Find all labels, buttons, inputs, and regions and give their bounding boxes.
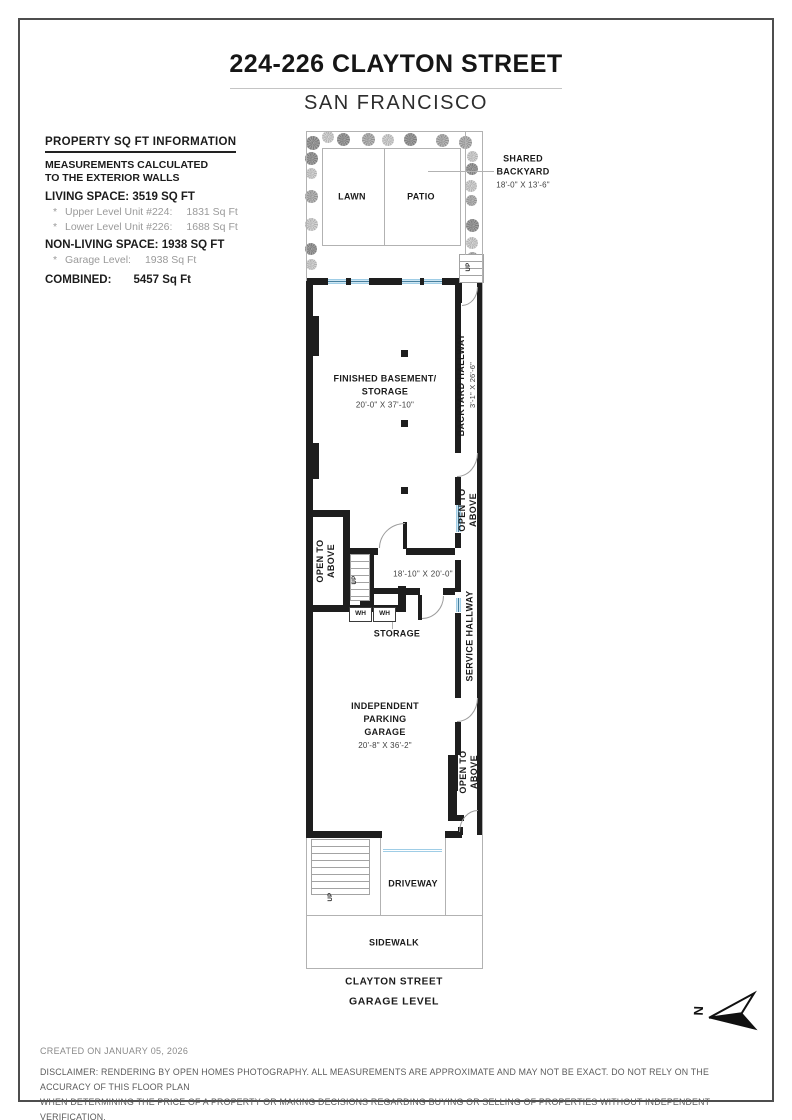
open-to-above-line2: ABOVE (468, 493, 478, 528)
window (328, 279, 346, 284)
shared-backyard-callout (496, 153, 550, 192)
site-line (465, 131, 466, 255)
wall-segment (420, 278, 424, 285)
open-to-above-line1: OPEN TO (457, 488, 467, 532)
site-line (306, 838, 307, 968)
site-line (322, 148, 460, 149)
stair-treads (311, 839, 370, 895)
site-line (445, 838, 446, 915)
site-line (306, 131, 307, 281)
column-post (401, 487, 408, 494)
basement-name-line1: FINISHED BASEMENT/ (333, 373, 437, 384)
window (351, 279, 369, 284)
column-post (401, 350, 408, 357)
level-label: GARAGE LEVEL (348, 995, 440, 1008)
compass-n-label: N (690, 1005, 707, 1016)
site-line (460, 148, 461, 246)
page-subtitle: SAN FRANCISCO (304, 92, 488, 114)
garage-label (351, 700, 419, 752)
shared-backyard-dims: 18'-0" X 13'-6" (496, 180, 550, 190)
plant-icon (466, 219, 479, 232)
site-line (306, 131, 483, 132)
wall-segment (343, 510, 350, 612)
wall-segment (448, 791, 457, 818)
backyard-hallway-label (456, 334, 478, 437)
site-line (306, 968, 483, 969)
wall-segment (443, 588, 455, 595)
wall-segment (306, 278, 313, 838)
door-arc (379, 523, 405, 548)
plant-icon (337, 133, 350, 146)
plant-icon (306, 136, 320, 150)
sidewalk-label: SIDEWALK (369, 937, 419, 948)
wall-segment (306, 831, 382, 838)
bullet: * (53, 206, 58, 218)
shared-backyard-line2: BACKYARD (496, 166, 550, 177)
up-label-backyard-stairs: UP (466, 262, 472, 272)
plant-icon (465, 180, 477, 192)
wall-segment (346, 278, 351, 285)
up-label-front-stairs: UP (328, 892, 334, 902)
plant-icon (306, 168, 317, 179)
service-hallway-label: SERVICE HALLWAY (464, 590, 475, 682)
site-line (428, 171, 494, 172)
wall-segment (370, 588, 400, 594)
door-arc (462, 287, 478, 306)
site-line (482, 131, 483, 968)
disclaimer-line1: DISCLAIMER: RENDERING BY OPEN HOMES PHOTOGRAPHY. ALL MEASUREMENTS ARE APPROXIMATE AND MAY NOT BE EXACT. DO NOT RELY ON THE ACCURACY OF THIS FLOOR PLAN (40, 1067, 710, 1092)
wall-segment (313, 316, 319, 356)
backyard-hallway-dims: 3'-1" X 26'-6" (468, 362, 477, 409)
living-space-heading: LIVING SPACE: 3519 SQ FT (45, 191, 195, 203)
plant-icon (404, 133, 417, 146)
bullet: * (53, 254, 58, 266)
wall-segment (455, 560, 461, 592)
wall-segment (306, 278, 328, 285)
window (402, 279, 420, 284)
backyard-hallway-name: BACKYARD HALLWAY (456, 333, 466, 437)
plant-icon (382, 134, 394, 146)
lawn-label: LAWN (338, 191, 366, 202)
page-title: 224-226 CLAYTON STREET (229, 50, 563, 78)
garage-name-line1: INDEPENDENT (351, 701, 419, 711)
disclaimer-line2: WHEN DETERMINING THE PRICE OF A PROPERTY OR MAKING DECISIONS REGARDING BUYING OR SELLING OF PROPERTIES WITHOUT INDEPENDENT VERIFICATION. (40, 1097, 711, 1120)
garage-name-line2: PARKING (363, 714, 407, 724)
basement-dims: 20'-0" X 37'-10" (355, 400, 415, 410)
wall-segment (455, 533, 461, 548)
plant-icon (306, 259, 317, 270)
window (456, 598, 461, 612)
living-item-label: Lower Level Unit #226: (65, 221, 173, 233)
living-item-label: Upper Level Unit #224: (65, 206, 173, 218)
wall-segment (455, 613, 461, 698)
door-arc (459, 810, 478, 832)
mid-room-dims: 18'-10" X 20'-0" (393, 569, 453, 579)
window (383, 849, 442, 852)
wall-segment (369, 278, 402, 285)
water-heater-box: WH (349, 607, 372, 622)
plant-icon (467, 151, 478, 162)
site-line (322, 148, 323, 246)
info-note-line2: TO THE EXTERIOR WALLS (45, 172, 180, 184)
wall-segment (448, 755, 458, 791)
wall-segment (445, 831, 462, 838)
living-item-value: 1831 Sq Ft (186, 206, 238, 218)
wall-segment (313, 443, 319, 479)
site-line (384, 148, 385, 246)
driveway-label: DRIVEWAY (388, 878, 438, 889)
nonliving-item-label: Garage Level: (65, 254, 131, 266)
patio-label: PATIO (407, 191, 435, 202)
nonliving-space-heading: NON-LIVING SPACE: 1938 SQ FT (45, 239, 225, 251)
door-arc (457, 453, 478, 477)
open-to-above-line1: OPEN TO (315, 539, 325, 583)
footer (40, 1046, 750, 1120)
shared-backyard-line1: SHARED (503, 153, 543, 164)
column-post (401, 420, 408, 427)
open-to-above-line2: ABOVE (469, 755, 479, 790)
info-note-line1: MEASUREMENTS CALCULATED (45, 159, 209, 171)
open-to-above-line1: OPEN TO (458, 750, 468, 794)
door-arc (457, 698, 478, 722)
north-compass-icon (689, 983, 768, 1048)
finished-basement-label (334, 373, 437, 412)
basement-name-line2: STORAGE (361, 386, 409, 397)
open-to-above-line2: ABOVE (326, 544, 336, 579)
created-date: CREATED ON JANUARY 05, 2026 (40, 1046, 189, 1056)
open-to-above-left (315, 539, 337, 582)
living-item-value: 1688 Sq Ft (186, 221, 238, 233)
plant-icon (466, 195, 477, 206)
plant-icon (362, 133, 375, 146)
site-line (322, 245, 460, 246)
plant-icon (436, 134, 449, 147)
info-heading: PROPERTY SQ FT INFORMATION (45, 136, 236, 153)
storage-label: STORAGE (373, 628, 421, 639)
wall-segment (406, 548, 455, 555)
garage-dims: 20'-8" X 36'-2" (358, 741, 412, 750)
combined-label: COMBINED: (45, 274, 112, 286)
open-to-above-right-lower (458, 750, 480, 793)
plant-icon (466, 237, 478, 249)
up-label-mid-stairs: UP (352, 575, 358, 585)
garage-name-line3: GARAGE (364, 727, 406, 737)
water-heater-box: WH (373, 607, 396, 622)
bullet: * (53, 221, 58, 233)
plant-icon (322, 131, 334, 143)
combined-value: 5457 Sq Ft (133, 274, 191, 286)
door-arc (422, 596, 444, 619)
site-line (380, 838, 381, 915)
nonliving-item-value: 1938 Sq Ft (144, 254, 197, 266)
street-label: CLAYTON STREET (345, 976, 443, 988)
plant-icon (466, 163, 478, 175)
site-line (306, 915, 483, 916)
open-to-above-right-upper (457, 488, 479, 531)
window (424, 279, 442, 284)
